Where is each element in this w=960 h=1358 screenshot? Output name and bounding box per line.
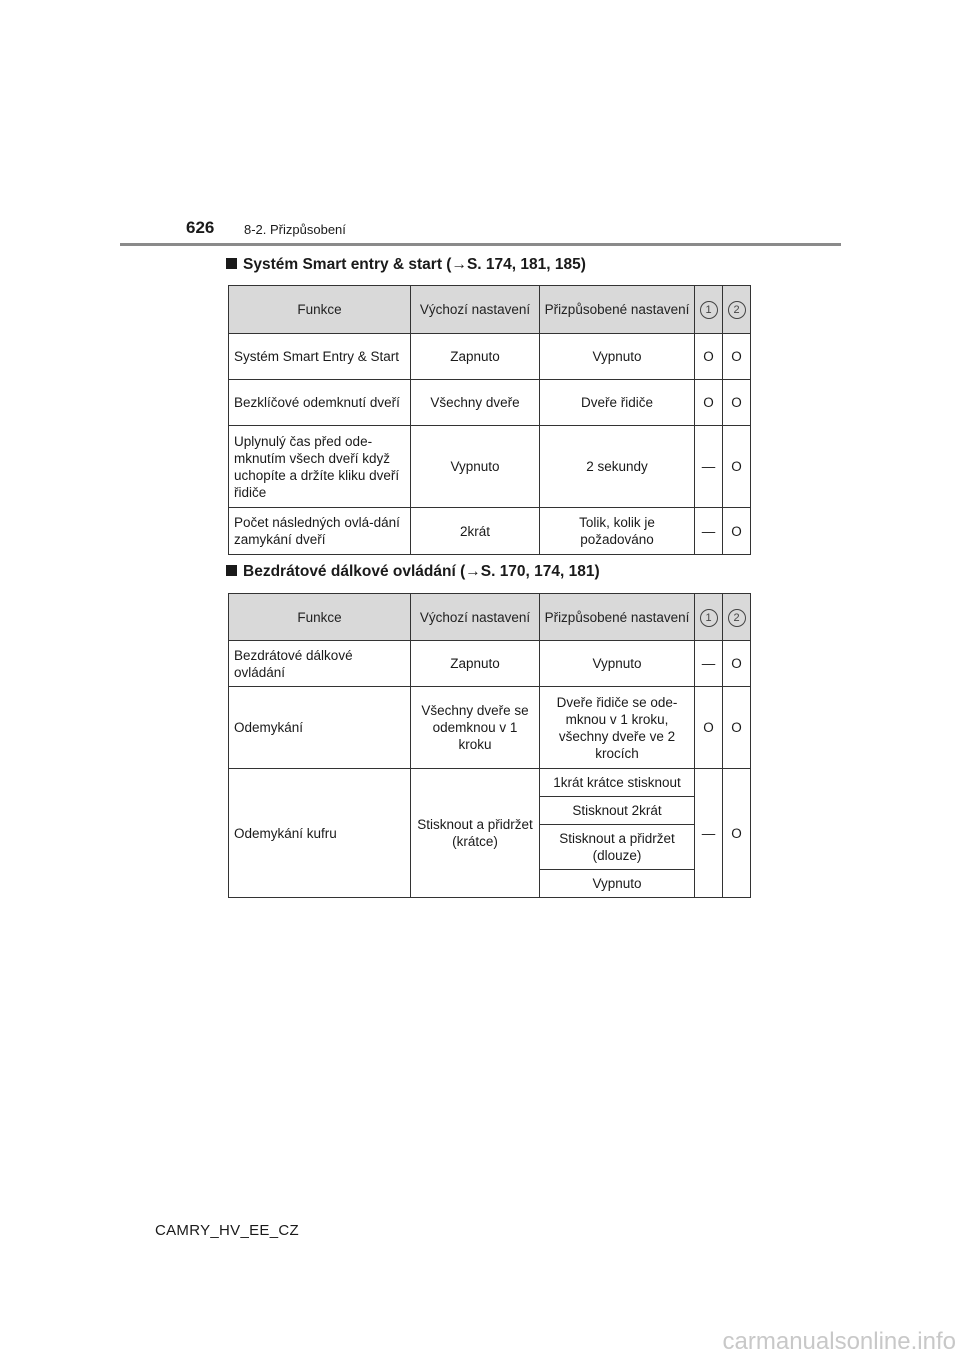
cell-custom: Dveře řidiče — [540, 380, 695, 426]
cell-function: Odemykání kufru — [229, 769, 411, 898]
circled-number-1: 1 — [700, 609, 718, 627]
page-number: 626 — [186, 218, 215, 237]
table-row — [229, 769, 751, 797]
table-row — [229, 334, 751, 380]
cell-custom-option: Stisknout a přidržet (dlouze) — [540, 825, 695, 870]
col-header-custom: Přizpůsobené nastavení — [540, 286, 695, 334]
table-row — [229, 508, 751, 555]
header-rule — [120, 243, 841, 246]
section-label: 8-2. Přizpůsobení — [244, 222, 346, 237]
col-header-function: Funkce — [229, 594, 411, 641]
section-heading-text: Bezdrátové dálkové ovládání (→S. 170, 174, 181) — [243, 563, 600, 580]
cell-c1: O — [695, 380, 723, 426]
cell-c1: — — [695, 426, 723, 508]
cell-custom: Vypnuto — [540, 641, 695, 687]
cell-function: Uplynulý čas před ode-mknutím všech dveří když uchopíte a držíte kliku dveří řidiče — [229, 426, 411, 508]
table-row — [229, 380, 751, 426]
col-header-default: Výchozí nastavení — [411, 286, 540, 334]
cell-c2: O — [723, 769, 751, 898]
col-header-function: Funkce — [229, 286, 411, 334]
cell-c1: — — [695, 769, 723, 898]
model-code-footer: CAMRY_HV_EE_CZ — [155, 1222, 299, 1239]
cell-default: Zapnuto — [411, 334, 540, 380]
cell-c2: O — [723, 508, 751, 555]
square-bullet-icon — [226, 565, 237, 576]
col-header-default: Výchozí nastavení — [411, 594, 540, 641]
square-bullet-icon — [226, 258, 237, 269]
cell-function: Bezdrátové dálkové ovládání — [229, 641, 411, 687]
cell-custom: Dveře řidiče se ode-mknou v 1 kroku, všechny dveře ve 2 krocích — [540, 687, 695, 769]
table-header-row — [229, 286, 751, 334]
cell-custom-option: Vypnuto — [540, 870, 695, 898]
col-header-2 — [723, 286, 751, 334]
cell-c2: O — [723, 334, 751, 380]
cell-function: Počet následných ovlá-dání zamykání dveří — [229, 508, 411, 555]
cell-c2: O — [723, 641, 751, 687]
cell-default: Všechny dveře se odemknou v 1 kroku — [411, 687, 540, 769]
circled-number-2: 2 — [728, 301, 746, 319]
smart-entry-table — [228, 285, 751, 555]
cell-c2: O — [723, 380, 751, 426]
cell-custom-option: Stisknout 2krát — [540, 797, 695, 825]
table-row — [229, 426, 751, 508]
cell-custom: Tolik, kolik je požadováno — [540, 508, 695, 555]
section-heading-smart-entry — [226, 256, 586, 274]
col-header-2 — [723, 594, 751, 641]
remote-control-table — [228, 593, 751, 898]
col-header-1 — [695, 286, 723, 334]
cell-custom-option: 1krát krátce stisknout — [540, 769, 695, 797]
col-header-1 — [695, 594, 723, 641]
cell-default: 2krát — [411, 508, 540, 555]
cell-c1: O — [695, 334, 723, 380]
cell-c1: O — [695, 687, 723, 769]
section-heading-remote — [226, 563, 600, 581]
circled-number-2: 2 — [728, 609, 746, 627]
cell-c1: — — [695, 508, 723, 555]
cell-default: Všechny dveře — [411, 380, 540, 426]
table-row — [229, 641, 751, 687]
col-header-custom: Přizpůsobené nastavení — [540, 594, 695, 641]
table-row — [229, 687, 751, 769]
cell-custom: Vypnuto — [540, 334, 695, 380]
section-heading-text: Systém Smart entry & start (→S. 174, 181, 185) — [243, 256, 586, 273]
cell-function: Bezklíčové odemknutí dveří — [229, 380, 411, 426]
cell-c1: — — [695, 641, 723, 687]
watermark: carmanualsonline.info — [722, 1328, 956, 1355]
cell-function: Odemykání — [229, 687, 411, 769]
table-header-row — [229, 594, 751, 641]
cell-default: Vypnuto — [411, 426, 540, 508]
cell-custom: 2 sekundy — [540, 426, 695, 508]
cell-c2: O — [723, 426, 751, 508]
cell-c2: O — [723, 687, 751, 769]
cell-function: Systém Smart Entry & Start — [229, 334, 411, 380]
cell-default: Zapnuto — [411, 641, 540, 687]
circled-number-1: 1 — [700, 301, 718, 319]
cell-default: Stisknout a přidržet (krátce) — [411, 769, 540, 898]
